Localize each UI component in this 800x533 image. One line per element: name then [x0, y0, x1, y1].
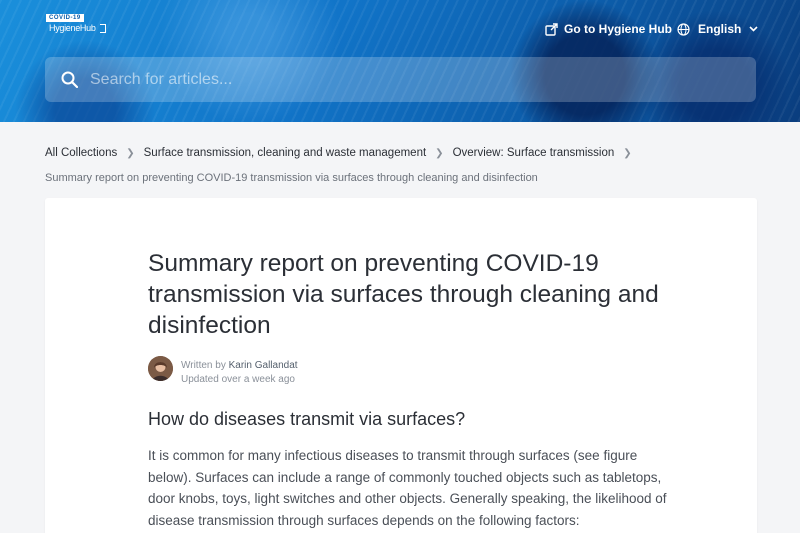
chevron-right-icon: ❯: [623, 147, 632, 159]
chevron-down-icon: [749, 26, 758, 32]
breadcrumb-surface-transmission[interactable]: Surface transmission, cleaning and waste management: [143, 147, 427, 159]
logo-bracket: [100, 24, 106, 33]
breadcrumb-current: Summary report on preventing COVID-19 transmission via surfaces through cleaning and disinfection: [45, 172, 538, 184]
search-icon: [61, 71, 78, 88]
section-heading: How do diseases transmit via surfaces?: [148, 409, 466, 429]
article-meta: [181, 359, 298, 387]
chevron-right-icon: ❯: [126, 147, 135, 159]
article-paragraph: It is common for many infectious diseases to transmit through surfaces (see figure below). Surfaces can include a range of commonly touched objects such as tabletops, door knobs, toys, light switches and other objects. Generally speaking, the likelihood of disease transmission through surfaces depends on the following factors:: [148, 448, 667, 528]
search-bar[interactable]: [45, 57, 756, 102]
hygiene-hub-logo[interactable]: [46, 14, 102, 36]
header-banner: [0, 0, 800, 122]
logo-badge: COVID-19: [46, 14, 84, 22]
chevron-right-icon: ❯: [435, 147, 444, 159]
article-title: Summary report on preventing COVID-19 transmission via surfaces through cleaning and disinfection: [148, 250, 659, 339]
language-label: English: [698, 22, 742, 36]
written-by-label: Written by: [181, 360, 226, 371]
breadcrumb: [45, 147, 641, 159]
breadcrumb-overview[interactable]: Overview: Surface transmission: [452, 147, 615, 159]
breadcrumb-all-collections[interactable]: All Collections: [45, 147, 118, 159]
logo-name: HygieneHub: [49, 23, 96, 33]
language-selector[interactable]: [677, 22, 758, 36]
author-avatar: [148, 356, 173, 381]
go-to-hygiene-hub-link[interactable]: [545, 22, 672, 36]
external-link-icon: [545, 23, 558, 36]
globe-icon: [677, 23, 690, 36]
updated-label: Updated over a week ago: [181, 374, 295, 385]
search-input[interactable]: [90, 57, 730, 102]
author-name: Karin Gallandat: [228, 360, 298, 371]
hub-link-label: Go to Hygiene Hub: [564, 22, 672, 36]
